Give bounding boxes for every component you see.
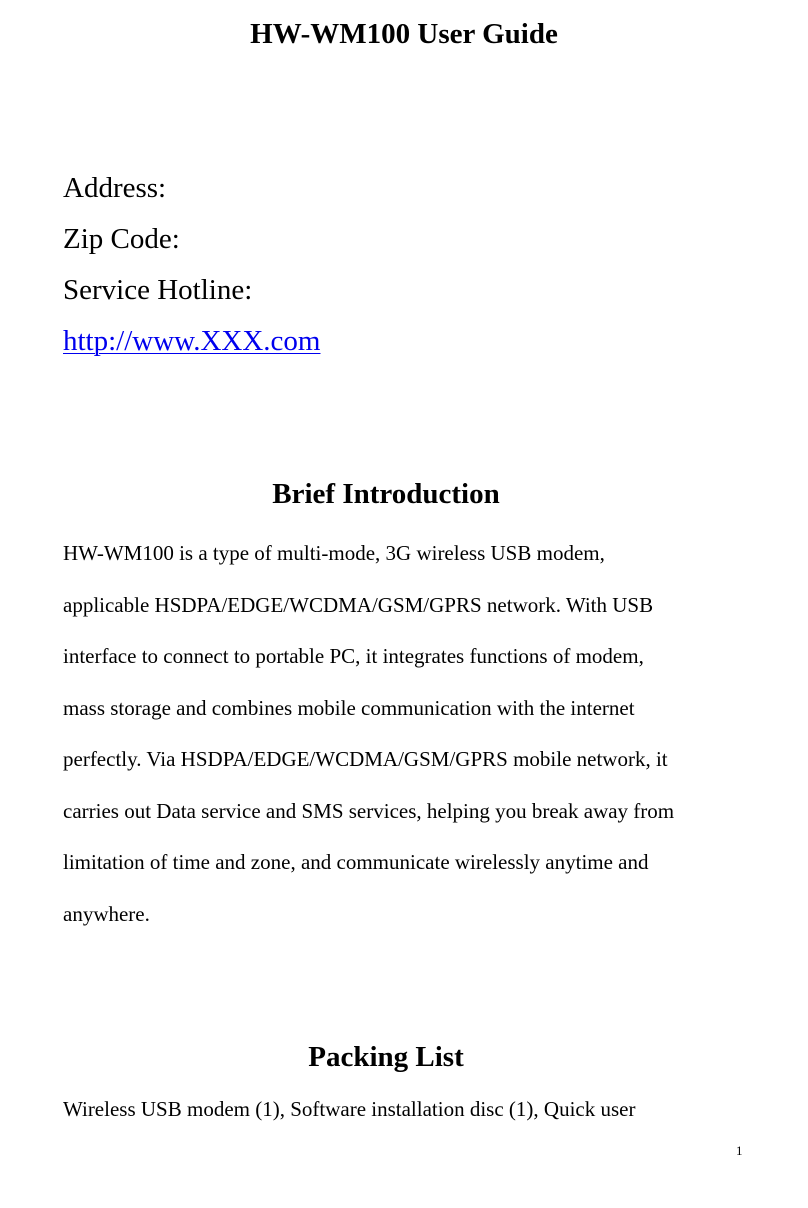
brief-introduction-heading: Brief Introduction: [272, 478, 500, 510]
intro-line: interface to connect to portable PC, it integrates functions of modem,: [63, 644, 644, 668]
page-title: HW-WM100 User Guide: [250, 18, 558, 50]
zip-code-label: Zip Code:: [63, 223, 180, 255]
service-hotline-label: Service Hotline:: [63, 274, 253, 306]
address-label: Address:: [63, 172, 167, 204]
website-line: [63, 323, 321, 359]
intro-line: HW-WM100 is a type of multi-mode, 3G wireless USB modem,: [63, 541, 605, 565]
brief-introduction-body: [63, 528, 753, 940]
intro-line: carries out Data service and SMS services, helping you break away from: [63, 798, 675, 823]
packing-list-heading: Packing List: [308, 1041, 464, 1073]
intro-line: mass storage and combines mobile communication with the internet: [63, 695, 635, 720]
website-link[interactable]: http://www.XXX.com: [63, 325, 321, 357]
packing-list-text: Wireless USB modem (1), Software installation disc (1), Quick user: [63, 1097, 636, 1121]
intro-line: perfectly. Via HSDPA/EDGE/WCDMA/GSM/GPRS mobile network, it: [63, 747, 668, 771]
intro-line: limitation of time and zone, and communicate wirelessly anytime and: [63, 850, 649, 874]
intro-line: anywhere.: [63, 901, 150, 926]
page-number: 1: [736, 1143, 743, 1158]
intro-line: applicable HSDPA/EDGE/WCDMA/GSM/GPRS network. With USB: [63, 592, 654, 617]
